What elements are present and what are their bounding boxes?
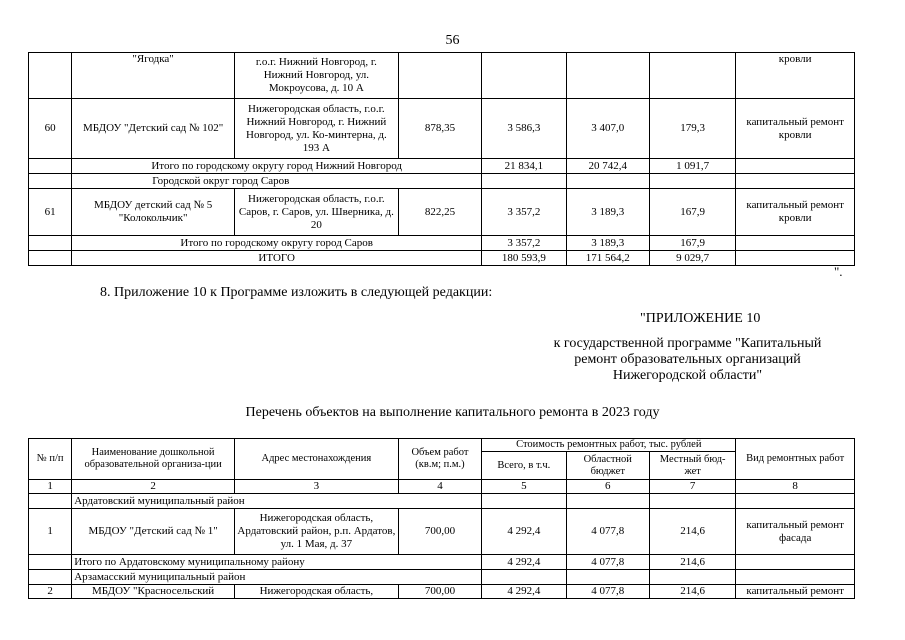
- header-kind: Вид ремонтных работ: [736, 439, 855, 480]
- cell-name: МБДОУ "Красносельский: [72, 585, 235, 599]
- table-row: 1 МБДОУ "Детский сад № 1" Нижегородская область, Ардатовский район, р.п. Ардатов, ул. 1 Мая, д. 37 700,00 4 292,4 4 077,8 214,6 капитальный ремонт фасада: [29, 509, 855, 555]
- table-row: 60 МБДОУ "Детский сад № 102" Нижегородская область, г.о.г. Нижний Новгород, г. Нижний Новгород, ул. Ко-минтерна, д. 193 А 878,35 3 586,3 3 407,0 179,3 капитальный ремонт кровли: [29, 99, 855, 159]
- cell-kind: капитальный ремонт кровли: [736, 189, 855, 236]
- cell-kind: капитальный ремонт кровли: [736, 99, 855, 159]
- bottom-table: [28, 438, 855, 599]
- page-number: 56: [445, 33, 460, 48]
- cell-kind: капитальный ремонт фасада: [736, 509, 855, 555]
- header-cost-group: Стоимость ремонтных работ, тыс. рублей: [482, 439, 736, 452]
- cell-name: МБДОУ детский сад № 5 "Колокольчик": [72, 189, 235, 236]
- appendix-subtitle: к государственной программе "Капитальный ремонт образовательных организаций Нижегородской области": [553, 336, 822, 383]
- cell-name: МБДОУ "Детский сад № 102": [72, 99, 235, 159]
- cell-address: Нижегородская область, Ардатовский район, р.п. Ардатов, ул. 1 Мая, д. 37: [234, 509, 398, 555]
- cell-address: Нижегородская область, г.о.г. Нижний Новгород, г. Нижний Новгород, ул. Ко-минтерна, д. 193 А: [234, 99, 398, 159]
- cell-address: г.о.г. Нижний Новгород, г. Нижний Новгород, ул. Мокроусова, д. 10 А: [234, 53, 398, 99]
- cell-kind: капитальный ремонт: [736, 585, 855, 599]
- closing-quote: ".: [834, 264, 843, 279]
- header-row: [29, 439, 855, 452]
- subtotal-row: Итого по городскому округу город Саров 3 357,2 3 189,3 167,9: [29, 236, 855, 251]
- paragraph: 8. Приложение 10 к Программе изложить в следующей редакции:: [100, 285, 493, 300]
- subtotal-row: Итого по городскому округу город Нижний Новгород 21 834,1 20 742,4 1 091,7: [29, 159, 855, 174]
- cell-address: Нижегородская область,: [234, 585, 398, 599]
- table-row: [29, 53, 855, 99]
- header-address: Адрес местонахождения: [234, 439, 398, 480]
- header-local: Местный бюд-жет: [649, 452, 735, 480]
- column-numbers-row: 1 2 3 4 5 6 7 8: [29, 480, 855, 494]
- header-total: Всего, в т.ч.: [482, 452, 566, 480]
- subtotal-row: Итого по Ардатовскому муниципальному району 4 292,4 4 077,8 214,6: [29, 555, 855, 570]
- header-regional: Областной бюджет: [566, 452, 649, 480]
- header-volume: Объем работ (кв.м; п.м.): [398, 439, 481, 480]
- appendix-heading: "ПРИЛОЖЕНИЕ 10: [640, 311, 761, 326]
- cell-kind: кровли: [736, 53, 855, 99]
- section-row: Городской округ город Саров: [29, 174, 855, 189]
- cell-address: Нижегородская область, г.о.г. Саров, г. Саров, ул. Шверника, д. 20: [234, 189, 398, 236]
- top-table: [28, 52, 855, 266]
- header-n: № п/п: [29, 439, 72, 480]
- total-row: ИТОГО 180 593,9 171 564,2 9 029,7: [29, 251, 855, 266]
- cell-name: "Ягодка": [72, 53, 235, 99]
- cell-name: МБДОУ "Детский сад № 1": [72, 509, 235, 555]
- table-row: 61 МБДОУ детский сад № 5 "Колокольчик" Нижегородская область, г.о.г. Саров, г. Саров, ул. Шверника, д. 20 822,25 3 357,2 3 189,3 167,9 капитальный ремонт кровли: [29, 189, 855, 236]
- table-row: 2 МБДОУ "Красносельский Нижегородская область, 700,00 4 292,4 4 077,8 214,6 капитальный ремонт: [29, 585, 855, 599]
- section-row: Ардатовский муниципальный район: [29, 494, 855, 509]
- header-name: Наименование дошкольной образовательной организа-ции: [72, 439, 235, 480]
- section-row: Арзамасский муниципальный район: [29, 570, 855, 585]
- appendix-title: Перечень объектов на выполнение капитального ремонта в 2023 году: [245, 405, 660, 420]
